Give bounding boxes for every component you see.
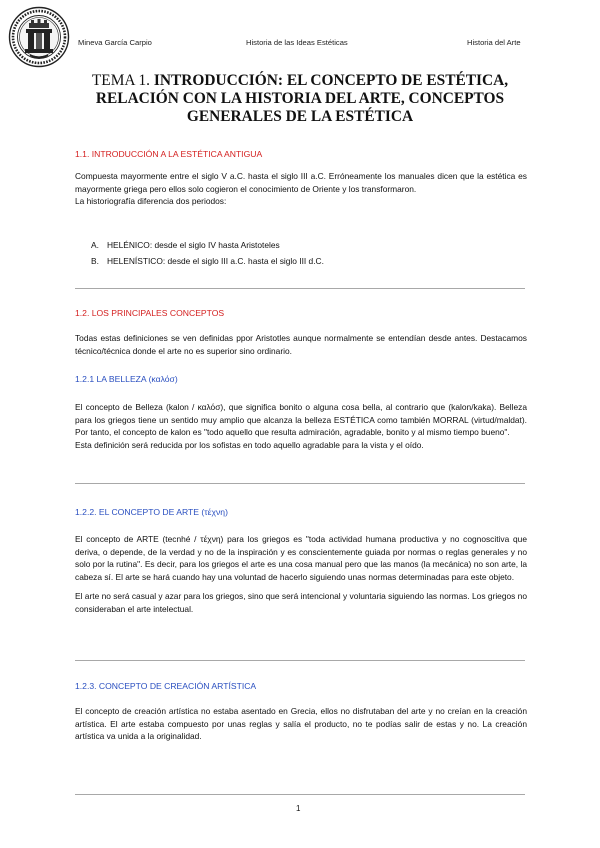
title-prefix: TEMA 1.: [91, 72, 154, 89]
periods-list: [91, 237, 521, 269]
section-1-2-2-paragraph-2: El arte no será casual y azar para los griegos, sino que será intencional y voluntaria siguiendo las normas. Los griegos no consideraban el arte intelectual.: [75, 591, 527, 614]
list-item: [91, 237, 521, 253]
divider: [75, 483, 525, 484]
section-heading-1-2: 1.2. LOS PRINCIPALES CONCEPTOS: [75, 308, 225, 318]
divider: [75, 288, 525, 289]
section-heading-1-2-3: 1.2.3. CONCEPTO DE CREACIÓN ARTÍSTICA: [75, 681, 257, 691]
list-item-text: HELENÍSTICO: desde el siglo III a.C. hasta el siglo III d.C.: [107, 256, 324, 266]
section-1-2-3-paragraph-1: El concepto de creación artística no estaba asentado en Grecia, ellos no disfrutaban del arte y no creían en la creación artística. El arte estaba compuesto por unas reglas y salía el producto, no te podías salir de estas y no. La creación artística va unida a la originalidad.: [75, 706, 527, 742]
section-heading-1-2-1: 1.2.1 LA BELLEZA (καλόσ): [75, 374, 178, 384]
header-subject: Historia de las Ideas Estéticas: [246, 38, 348, 47]
title-line-2: RELACIÓN CON LA HISTORIA DEL ARTE, CONCEPTOS: [95, 90, 505, 107]
section-1-2-3-body: [75, 705, 527, 743]
section-1-1-paragraph-2: La historiografía diferencia dos periodos:: [75, 196, 227, 207]
title-line-3: GENERALES DE LA ESTÉTICA: [186, 108, 414, 125]
page-title: [70, 72, 530, 126]
section-1-2-paragraph-1: Todas estas definiciones se ven definidas ppor Aristotles aunque normalmente se entendían desde antes. Destacamos técnico/técnica donde el arte no es superior sino ordinario.: [75, 333, 527, 356]
university-seal-logo: [8, 6, 70, 68]
header-author: Mineva García Carpio: [78, 38, 152, 47]
section-1-2-1-paragraph-2: Esta definición será reducida por los sofistas en todo aquello agradable para la vista y el oído.: [75, 439, 424, 450]
section-1-2-1-paragraph-1: El concepto de Belleza (kalon / καλόσ), que significa bonito o alguna cosa bella, al contrario que (kalon/kaka). Belleza para los griegos tiene un sentido muy amplio que alcanza la belleza ESTÉTICA como también MORRAL (virtud/maldat). Por tanto, el concepto de kalon es "todo aquello que resulta admiración, agradable, bonito y al mismo tiempo bueno".: [75, 402, 527, 438]
section-1-2-2-body: [75, 533, 527, 616]
section-1-2-1-body: [75, 401, 527, 451]
footer-divider: [75, 794, 525, 795]
header-course: Historia del Arte: [467, 38, 521, 47]
section-1-2-body: [75, 332, 527, 357]
section-1-1-paragraph-1: Compuesta mayormente entre el siglo V a.C. hasta el siglo III a.C. Erróneamente los manuales dicen que la estética es mayormente griega pero ellos solo cogieron el conocimiento de Oriente y los transformaron.: [75, 171, 527, 194]
section-heading-1-1: 1.1. INTRODUCCIÓN A LA ESTÉTICA ANTIGUA: [75, 149, 263, 159]
list-marker: B.: [91, 256, 99, 266]
list-item: [91, 253, 521, 269]
section-heading-1-2-2: 1.2.2. EL CONCEPTO DE ARTE (τέχνη): [75, 507, 228, 517]
list-item-text: HELÉNICO: desde el siglo IV hasta Aristoteles: [107, 240, 280, 250]
section-1-1-body: [75, 170, 527, 208]
list-marker: A.: [91, 240, 99, 250]
page-number: 1: [296, 804, 301, 813]
section-1-2-2-paragraph-1: El concepto de ARTE (tecnhé / τέχνη) para los griegos es "toda actividad humana productiva y no cognoscitiva que deriva, o depende, de la verdad y no de la inspiración y es conscientemente guiada por normas o reglas generales y no solo por la rutina". Es decir, para los griegos el arte es una cosa manual pero que las manos (la mecánica) no son arte, la cabeza sí. El arte se hará cuando hay una voluntad de hacerlo siguiendo unas normas determinadas para este objeto.: [75, 534, 527, 582]
divider: [75, 660, 525, 661]
title-line-1: INTRODUCCIÓN: EL CONCEPTO DE ESTÉTICA,: [153, 72, 509, 89]
